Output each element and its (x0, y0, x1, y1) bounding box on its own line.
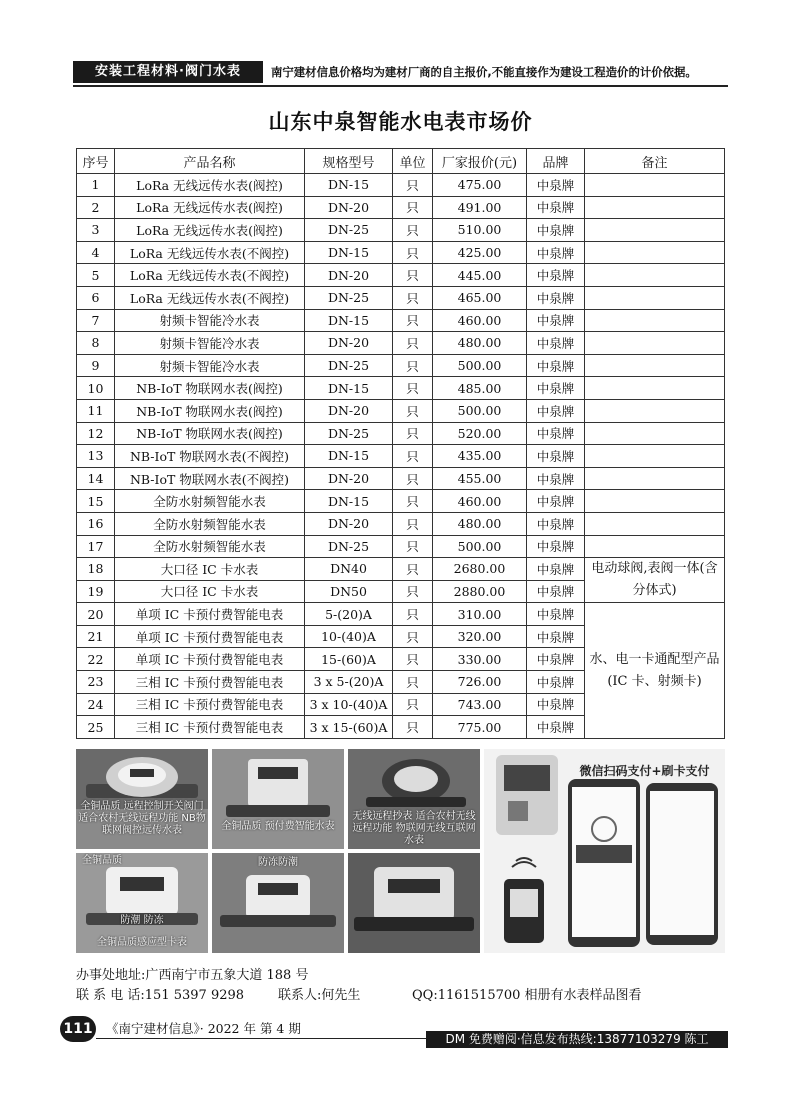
cell-brand: 中泉牌 (527, 264, 585, 287)
cell-remark (585, 377, 725, 400)
cell-product-name: 单项 IC 卡预付费智能电表 (115, 648, 305, 671)
cell-price: 475.00 (433, 174, 527, 197)
cell-price: 480.00 (433, 512, 527, 535)
cell-unit: 只 (393, 558, 433, 581)
hotline-banner: DM 免费赠阅·信息发布热线:13877103279 陈工 (426, 1031, 728, 1048)
cell-spec: DN-15 (305, 377, 393, 400)
cell-unit: 只 (393, 264, 433, 287)
cell-brand: 中泉牌 (527, 332, 585, 355)
cell-remark (585, 535, 725, 558)
cell-price: 425.00 (433, 241, 527, 264)
cell-spec: 3 x 5-(20)A (305, 671, 393, 694)
cell-brand: 中泉牌 (527, 512, 585, 535)
cell-index: 14 (77, 467, 115, 490)
cell-spec: DN40 (305, 558, 393, 581)
cell-index: 9 (77, 354, 115, 377)
cell-product-name: 三相 IC 卡预付费智能电表 (115, 693, 305, 716)
cell-spec: DN-20 (305, 196, 393, 219)
cell-unit: 只 (393, 241, 433, 264)
cell-unit: 只 (393, 625, 433, 648)
section-tag: 安装工程材料·阀门水表 (73, 61, 263, 83)
col-header-product: 产品名称 (115, 149, 305, 174)
cell-remark (585, 196, 725, 219)
cell-brand: 中泉牌 (527, 309, 585, 332)
table-row (77, 490, 725, 513)
cell-spec: 3 x 10-(40)A (305, 693, 393, 716)
cell-index: 15 (77, 490, 115, 513)
cell-remark-valve: 电动球阀,表阀一体(含分体式) (585, 558, 725, 603)
cell-index: 17 (77, 535, 115, 558)
cell-brand: 中泉牌 (527, 625, 585, 648)
cell-spec: DN-15 (305, 445, 393, 468)
cell-spec: DN-20 (305, 332, 393, 355)
cell-index: 13 (77, 445, 115, 468)
cell-brand: 中泉牌 (527, 648, 585, 671)
water-meter-image (348, 853, 480, 953)
cell-brand: 中泉牌 (527, 558, 585, 581)
cell-spec: DN-15 (305, 241, 393, 264)
cell-spec: DN-15 (305, 490, 393, 513)
cell-product-name: LoRa 无线远传水表(不阀控) (115, 264, 305, 287)
table-row (77, 467, 725, 490)
table-row (77, 377, 725, 400)
cell-index: 1 (77, 174, 115, 197)
cell-unit: 只 (393, 219, 433, 242)
cell-spec: DN-20 (305, 467, 393, 490)
col-header-index: 序号 (77, 149, 115, 174)
cell-brand: 中泉牌 (527, 490, 585, 513)
cell-price: 485.00 (433, 377, 527, 400)
cell-brand: 中泉牌 (527, 445, 585, 468)
cell-unit: 只 (393, 445, 433, 468)
header-divider (73, 85, 728, 87)
table-header-row (77, 149, 725, 174)
cell-spec: DN-20 (305, 512, 393, 535)
table-row (77, 332, 725, 355)
page-title: 山东中泉智能水电表市场价 (268, 109, 533, 134)
office-address: 办事处地址:广西南宁市五象大道 188 号 (76, 968, 309, 983)
cell-index: 24 (77, 693, 115, 716)
cell-product-name: 全防水射频智能水表 (115, 490, 305, 513)
cell-index: 19 (77, 580, 115, 603)
cell-brand: 中泉牌 (527, 422, 585, 445)
product-photo-lora-meter (76, 749, 208, 849)
cell-brand: 中泉牌 (527, 219, 585, 242)
cell-price: 2880.00 (433, 580, 527, 603)
contact-phone: 联 系 电 话:151 5397 9298 (76, 988, 245, 1003)
table-row (77, 174, 725, 197)
cell-price: 775.00 (433, 716, 527, 739)
cell-unit: 只 (393, 286, 433, 309)
journal-title: 《南宁建材信息》· 2022 年 第 4 期 (106, 1021, 301, 1036)
photo-caption: 全铜品质 预付费智能水表 (221, 821, 335, 832)
cell-price: 460.00 (433, 309, 527, 332)
cell-remark (585, 219, 725, 242)
cell-index: 25 (77, 716, 115, 739)
cell-brand: 中泉牌 (527, 716, 585, 739)
cell-index: 2 (77, 196, 115, 219)
table-row (77, 512, 725, 535)
col-header-brand: 品牌 (527, 149, 585, 174)
cell-brand: 中泉牌 (527, 693, 585, 716)
col-header-remark: 备注 (585, 149, 725, 174)
cell-unit: 只 (393, 467, 433, 490)
cell-spec: DN-25 (305, 286, 393, 309)
table-body (77, 174, 725, 739)
cell-unit: 只 (393, 671, 433, 694)
cell-price: 726.00 (433, 671, 527, 694)
photo-caption: 全铜品质 远程控制开关阀门 适合农村无线远程功能 NB物联网阀控远传水表 (78, 801, 206, 836)
cell-price: 491.00 (433, 196, 527, 219)
cell-product-name: LoRa 无线远传水表(不阀控) (115, 241, 305, 264)
table-row (77, 309, 725, 332)
cell-product-name: 三相 IC 卡预付费智能电表 (115, 716, 305, 739)
cell-remark (585, 286, 725, 309)
cell-unit: 只 (393, 648, 433, 671)
cell-price: 435.00 (433, 445, 527, 468)
cell-remark (585, 264, 725, 287)
cell-product-name: NB-IoT 物联网水表(不阀控) (115, 445, 305, 468)
cell-remark (585, 332, 725, 355)
cell-index: 10 (77, 377, 115, 400)
cell-price: 320.00 (433, 625, 527, 648)
cell-product-name: LoRa 无线远传水表(阀控) (115, 174, 305, 197)
cell-price: 330.00 (433, 648, 527, 671)
cell-index: 5 (77, 264, 115, 287)
cell-unit: 只 (393, 535, 433, 558)
cell-remark-card: 水、电一卡通配型产品(IC 卡、射频卡) (585, 603, 725, 739)
cell-brand: 中泉牌 (527, 241, 585, 264)
cell-unit: 只 (393, 332, 433, 355)
photo-caption: 防冻防潮 (258, 857, 298, 868)
cell-spec: 15-(60)A (305, 648, 393, 671)
cell-product-name: 单项 IC 卡预付费智能电表 (115, 625, 305, 648)
photo-caption: 无线远程抄表 适合农村无线远程功能 物联网无线互联网水表 (352, 811, 476, 846)
col-header-spec: 规格型号 (305, 149, 393, 174)
cell-remark (585, 174, 725, 197)
col-header-price: 厂家报价(元) (433, 149, 527, 174)
cell-unit: 只 (393, 309, 433, 332)
cell-unit: 只 (393, 693, 433, 716)
cell-brand: 中泉牌 (527, 535, 585, 558)
contact-qq: QQ:1161515700 相册有水表样品图看 (412, 988, 642, 1003)
photo-caption: 全铜品质 (82, 855, 122, 866)
cell-spec: DN-15 (305, 309, 393, 332)
photo-caption: 防潮 防冻 (120, 915, 164, 926)
water-meter-image (212, 749, 344, 849)
cell-index: 20 (77, 603, 115, 626)
page-number: 111 (60, 1016, 96, 1042)
cell-product-name: LoRa 无线远传水表(不阀控) (115, 286, 305, 309)
payment-illustration (484, 749, 725, 953)
cell-spec: 10-(40)A (305, 625, 393, 648)
cell-spec: DN-25 (305, 535, 393, 558)
cell-remark (585, 241, 725, 264)
cell-spec: DN-20 (305, 264, 393, 287)
table-row (77, 603, 725, 626)
cell-price: 480.00 (433, 332, 527, 355)
cell-index: 4 (77, 241, 115, 264)
cell-brand: 中泉牌 (527, 354, 585, 377)
cell-price: 460.00 (433, 490, 527, 513)
cell-price: 455.00 (433, 467, 527, 490)
contact-person: 联系人:何先生 (278, 988, 361, 1003)
photo-caption: 全铜品质感应型卡表 (97, 937, 187, 948)
product-photo-card-meter (76, 853, 208, 953)
cell-product-name: 大口径 IC 卡水表 (115, 580, 305, 603)
cell-spec: 3 x 15-(60)A (305, 716, 393, 739)
cell-spec: DN-20 (305, 399, 393, 422)
cell-product-name: LoRa 无线远传水表(阀控) (115, 219, 305, 242)
cell-unit: 只 (393, 399, 433, 422)
cell-price: 743.00 (433, 693, 527, 716)
cell-index: 22 (77, 648, 115, 671)
col-header-unit: 单位 (393, 149, 433, 174)
cell-index: 12 (77, 422, 115, 445)
cell-unit: 只 (393, 512, 433, 535)
cell-product-name: NB-IoT 物联网水表(阀控) (115, 399, 305, 422)
cell-price: 465.00 (433, 286, 527, 309)
product-photo-prepaid-meter (212, 749, 344, 849)
product-photo-payment-app (484, 749, 725, 953)
table-row (77, 196, 725, 219)
cell-product-name: 全防水射频智能水表 (115, 535, 305, 558)
cell-brand: 中泉牌 (527, 377, 585, 400)
cell-spec: DN-25 (305, 354, 393, 377)
cell-index: 11 (77, 399, 115, 422)
cell-brand: 中泉牌 (527, 671, 585, 694)
cell-unit: 只 (393, 603, 433, 626)
cell-unit: 只 (393, 580, 433, 603)
cell-brand: 中泉牌 (527, 603, 585, 626)
cell-unit: 只 (393, 490, 433, 513)
cell-brand: 中泉牌 (527, 174, 585, 197)
cell-price: 520.00 (433, 422, 527, 445)
cell-product-name: 三相 IC 卡预付费智能电表 (115, 671, 305, 694)
cell-unit: 只 (393, 377, 433, 400)
cell-unit: 只 (393, 196, 433, 219)
cell-product-name: 射频卡智能冷水表 (115, 309, 305, 332)
table-row (77, 445, 725, 468)
cell-price: 445.00 (433, 264, 527, 287)
table-row (77, 354, 725, 377)
cell-product-name: LoRa 无线远传水表(阀控) (115, 196, 305, 219)
cell-spec: 5-(20)A (305, 603, 393, 626)
cell-remark (585, 512, 725, 535)
table-row (77, 219, 725, 242)
cell-product-name: 大口径 IC 卡水表 (115, 558, 305, 581)
table-row (77, 399, 725, 422)
cell-product-name: 射频卡智能冷水表 (115, 354, 305, 377)
cell-remark (585, 445, 725, 468)
cell-product-name: NB-IoT 物联网水表(阀控) (115, 422, 305, 445)
cell-price: 310.00 (433, 603, 527, 626)
product-photo-wireless-meter (348, 749, 480, 849)
cell-unit: 只 (393, 716, 433, 739)
disclaimer-text: 南宁建材信息价格均为建材厂商的自主报价,不能直接作为建设工程造价的计价依据。 (271, 65, 697, 79)
product-photo-frostproof-meter (212, 853, 344, 953)
cell-price: 500.00 (433, 399, 527, 422)
cell-spec: DN50 (305, 580, 393, 603)
product-photo-meter-closeup (348, 853, 480, 953)
cell-remark (585, 422, 725, 445)
cell-index: 23 (77, 671, 115, 694)
cell-price: 510.00 (433, 219, 527, 242)
cell-spec: DN-25 (305, 422, 393, 445)
cell-product-name: 射频卡智能冷水表 (115, 332, 305, 355)
table-row (77, 241, 725, 264)
cell-index: 6 (77, 286, 115, 309)
cell-index: 7 (77, 309, 115, 332)
cell-index: 16 (77, 512, 115, 535)
cell-index: 21 (77, 625, 115, 648)
cell-brand: 中泉牌 (527, 399, 585, 422)
cell-brand: 中泉牌 (527, 580, 585, 603)
price-table (76, 148, 725, 739)
cell-price: 2680.00 (433, 558, 527, 581)
table-row (77, 286, 725, 309)
cell-brand: 中泉牌 (527, 196, 585, 219)
cell-spec: DN-15 (305, 174, 393, 197)
cell-remark (585, 354, 725, 377)
cell-index: 8 (77, 332, 115, 355)
cell-product-name: NB-IoT 物联网水表(阀控) (115, 377, 305, 400)
cell-price: 500.00 (433, 535, 527, 558)
cell-price: 500.00 (433, 354, 527, 377)
cell-brand: 中泉牌 (527, 467, 585, 490)
cell-product-name: 单项 IC 卡预付费智能电表 (115, 603, 305, 626)
table-row (77, 422, 725, 445)
cell-index: 18 (77, 558, 115, 581)
cell-remark (585, 490, 725, 513)
table-row (77, 535, 725, 558)
table-row (77, 558, 725, 581)
cell-remark (585, 399, 725, 422)
photo-caption: 微信扫码支付+刷卡支付 (579, 764, 710, 778)
cell-unit: 只 (393, 354, 433, 377)
cell-product-name: 全防水射频智能水表 (115, 512, 305, 535)
cell-brand: 中泉牌 (527, 286, 585, 309)
cell-unit: 只 (393, 174, 433, 197)
cell-index: 3 (77, 219, 115, 242)
cell-remark (585, 467, 725, 490)
page-header (73, 61, 728, 83)
cell-spec: DN-25 (305, 219, 393, 242)
table-row (77, 264, 725, 287)
cell-unit: 只 (393, 422, 433, 445)
cell-remark (585, 309, 725, 332)
cell-product-name: NB-IoT 物联网水表(不阀控) (115, 467, 305, 490)
